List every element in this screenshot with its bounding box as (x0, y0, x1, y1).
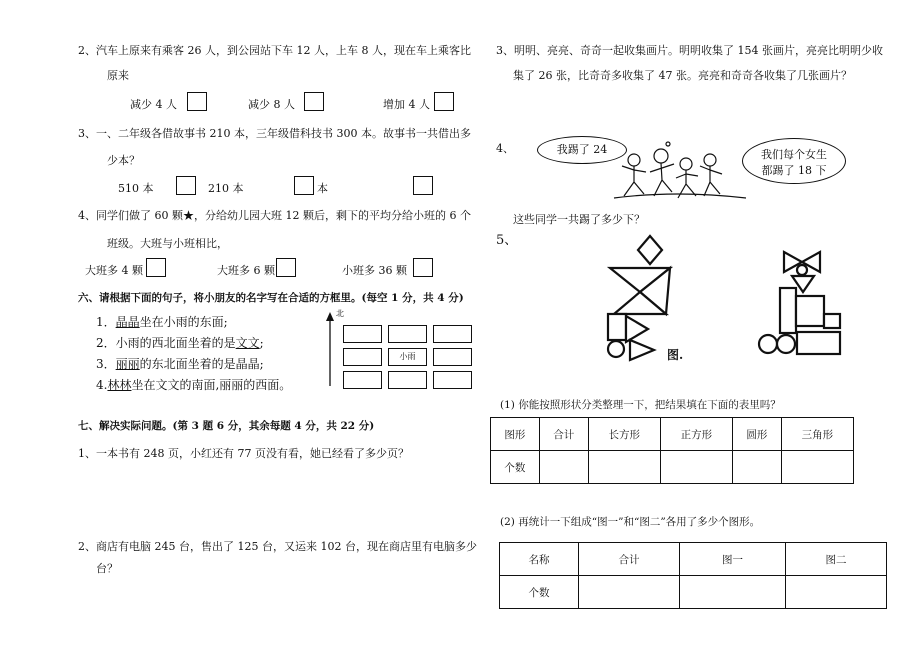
q4-answer-box-1[interactable] (146, 258, 166, 277)
sentence-4-number: 4. (96, 378, 108, 392)
q2-option-2: 减少 8 人 (248, 98, 295, 111)
q3-answer-box-3[interactable] (413, 176, 433, 195)
q4-answer-box-3[interactable] (413, 258, 433, 277)
fig2-bottom-rect (797, 332, 840, 354)
speech-bubble-girls (742, 138, 846, 184)
fig2-circle-left (759, 335, 777, 353)
q4-option-3: 小班多 36 颗 (342, 264, 407, 277)
grid-box-w[interactable] (343, 348, 382, 366)
name-lili: 丽丽 (115, 357, 140, 371)
grid-box-nw[interactable] (343, 325, 382, 343)
figure-table-header-row (500, 543, 887, 576)
right-q4-question: 这些同学一共踢了多少下？ (513, 213, 645, 226)
fig2-left-tall-rect (780, 288, 796, 333)
grid-box-se[interactable] (433, 371, 472, 389)
figure-table-cell[interactable] (786, 576, 887, 609)
sentence-2-text: 2．小雨的西北面坐着的是 (96, 336, 236, 350)
q4-answer-box-2[interactable] (276, 258, 296, 277)
shape-table-count-row (491, 451, 854, 484)
fig1-bottom-triangle (630, 340, 654, 360)
q2-line2: 原来 (107, 69, 129, 82)
grid-box-sw[interactable] (343, 371, 382, 389)
shape-table-cell[interactable] (781, 451, 853, 484)
q2-answer-box-2[interactable] (304, 92, 324, 111)
section7-q2-line2: 台？ (96, 562, 118, 575)
section7-q1: 1、一本书有 248 页，小红还有 77 页没有看，她已经看了多少页？ (78, 447, 409, 460)
figure-table-header: 名称 (500, 543, 579, 576)
fig1-small-triangle (626, 316, 648, 342)
shape-table-cell[interactable] (539, 451, 588, 484)
shape-table-header: 图形 (491, 418, 540, 451)
figure-table-header: 图一 (680, 543, 786, 576)
q3-option-3: 本 (317, 182, 328, 195)
fig2-head-circle (797, 265, 807, 275)
right-q5-number: 5、 (496, 233, 518, 248)
shape-table-header: 圆形 (732, 418, 781, 451)
q3-answer-box-1[interactable] (176, 176, 196, 195)
section6-sentence-4 (96, 376, 291, 393)
kids-kicking-shuttlecock-illustration (606, 140, 756, 202)
q4-line2: 班级。大班与小班相比， (107, 237, 228, 250)
shape-table-header: 合计 (539, 418, 588, 451)
section6-sentence-3 (96, 355, 264, 372)
section6-sentence-2 (96, 334, 264, 351)
shape-table-row-label: 个数 (491, 451, 540, 484)
shape-table-header: 长方形 (588, 418, 660, 451)
q2-answer-box-3[interactable] (434, 92, 454, 111)
q3-option-2: 210 本 (208, 182, 244, 195)
q3-answer-box-2[interactable] (294, 176, 314, 195)
sentence-3-number: 3． (96, 357, 116, 371)
right-q3-line2: 集了 26 张，比奇奇多收集了 47 张。亮亮和奇奇各收集了几张画片？ (513, 69, 852, 82)
sentence-4-text: 坐在文文的南面,丽丽的西面。 (131, 378, 292, 392)
grid-box-n[interactable] (388, 325, 427, 343)
speech-bubble-boy-text: 我踢了 24 (556, 143, 608, 156)
grid-box-s[interactable] (388, 371, 427, 389)
q2-line1: 2、汽车上原来有乘客 26 人，到公园站下车 12 人，上车 8 人，现在车上乘客比 (78, 44, 471, 57)
q2-answer-box-1[interactable] (187, 92, 207, 111)
grid-box-e[interactable] (433, 348, 472, 366)
figure-one-shapes (600, 234, 680, 364)
name-linlin: 林林 (107, 378, 132, 392)
q5-sub2: (2) 再统计一下组成“图一”和“图二”各用了多少个图形。 (500, 516, 761, 528)
shape-table-cell[interactable] (588, 451, 660, 484)
north-label: 北 (336, 309, 344, 318)
shape-table-header: 正方形 (660, 418, 732, 451)
figure-table-cell[interactable] (680, 576, 786, 609)
q4-option-1: 大班多 4 颗 (85, 264, 143, 277)
figure-two-shapes (752, 248, 842, 358)
figure-table-cell[interactable] (579, 576, 680, 609)
figure-count-table (499, 542, 887, 609)
section7-title: 七、解决实际问题。(第 3 题 6 分，其余每题 4 分，共 22 分) (78, 420, 375, 432)
fig2-small-square (824, 314, 840, 328)
name-wenwen: 文文 (235, 336, 260, 350)
speech-bubble-girls-line1: 我们每个女生 (761, 148, 827, 161)
figure-label: 图. (667, 348, 684, 362)
q3-line2: 少本？ (107, 154, 140, 167)
q4-line1: 4、同学们做了 60 颗★，分给幼儿园大班 12 颗后，剩下的平均分给小班的 6 个 (78, 209, 471, 222)
right-q4-number: 4、 (496, 142, 514, 155)
shape-table-cell[interactable] (732, 451, 781, 484)
fig2-square (796, 296, 824, 326)
figure-table-header: 图二 (786, 543, 887, 576)
shape-table-cell[interactable] (660, 451, 732, 484)
fig1-diamond (638, 236, 662, 264)
north-arrow-icon (322, 308, 338, 388)
section6-title: 六、请根据下面的句子，将小朋友的名字写在合适的方框里。(每空 1 分，共 4 分) (78, 292, 464, 304)
figure-table-header: 合计 (579, 543, 680, 576)
grid-box-ne[interactable] (433, 325, 472, 343)
q5-sub1: (1) 你能按照形状分类整理一下，把结果填在下面的表里吗？ (500, 399, 781, 411)
sentence-1-number: 1． (96, 315, 116, 329)
q2-option-1: 减少 4 人 (130, 98, 177, 111)
right-q3-line1: 3、明明、亮亮、奇奇一起收集画片。明明收集了 154 张画片，亮亮比明明少收 (496, 44, 883, 57)
fig2-circle-right (777, 335, 795, 353)
figure-table-row-label: 个数 (500, 576, 579, 609)
q4-option-2: 大班多 6 颗 (217, 264, 275, 277)
q3-line1: 3、一、二年级各借故事书 210 本，三年级借科技书 300 本。故事书一共借出多 (78, 127, 471, 140)
sentence-1-text: 坐在小雨的东面; (139, 315, 228, 329)
shape-table-header: 三角形 (781, 418, 853, 451)
shape-count-table (490, 417, 854, 484)
fig1-rect (608, 314, 626, 340)
speech-bubble-girls-line2: 都踢了 18 下 (761, 164, 827, 177)
grid-box-center: 小雨 (388, 348, 427, 366)
figure-table-count-row (500, 576, 887, 609)
q2-option-3: 增加 4 人 (383, 98, 430, 111)
section6-sentence-1 (96, 313, 228, 330)
sentence-3-text: 的东北面坐着的是晶晶; (139, 357, 264, 371)
sentence-2-end: ; (259, 336, 264, 350)
shape-table-header-row (491, 418, 854, 451)
section7-q2-line1: 2、商店有电脑 245 台，售出了 125 台，又运来 102 台，现在商店里有电脑多少 (78, 540, 477, 553)
fig1-circle (608, 341, 624, 357)
q3-option-1: 510 本 (118, 182, 154, 195)
name-jingjing: 晶晶 (115, 315, 140, 329)
